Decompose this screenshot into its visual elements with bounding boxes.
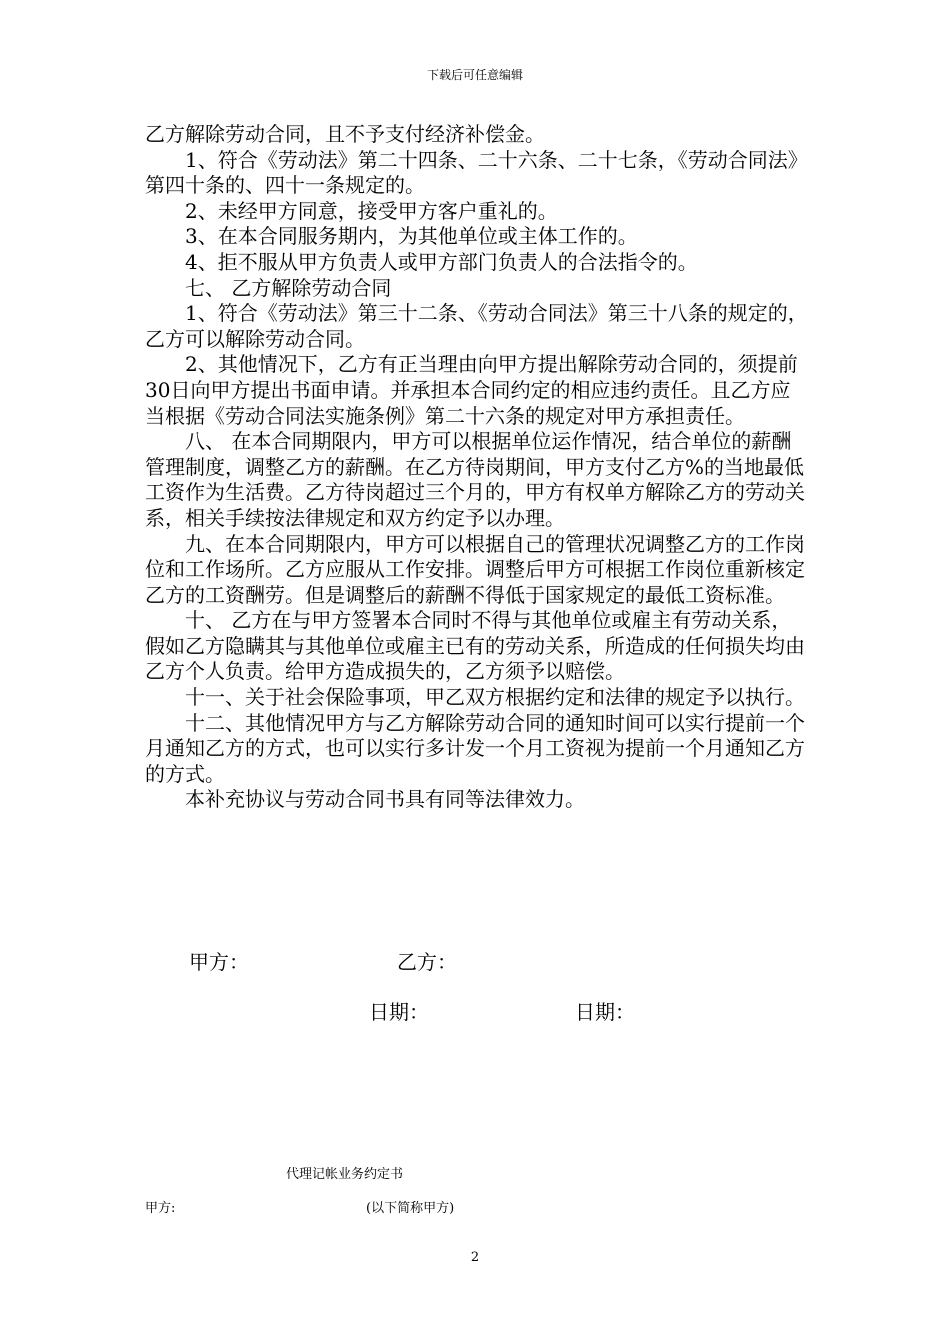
next-document-party-a: 甲方: bbox=[145, 1201, 176, 1216]
paragraph: 本补充协议与劳动合同书具有同等法律效力。 bbox=[185, 787, 585, 812]
paragraph: 4、拒不服从甲方负责人或甲方部门负责人的合法指令的。 bbox=[185, 249, 698, 274]
paragraph: 十一、关于社会保险事项，甲乙双方根据约定和法律的规定予以执行。 bbox=[185, 685, 805, 710]
paragraph: 八、 在本合同期限内，甲方可以根据单位运作情况，结合单位的薪酬管理制度，调整乙方的薪酬。在乙方待岗期间，甲方支付乙方%的当地最低工资作为生活费。乙方待岗超过三个月的，甲方有权单方解除乙方的劳动关系，相关手续按法律规定和双方约定予以办理。 bbox=[145, 429, 805, 530]
paragraph: 十二、其他情况甲方与乙方解除劳动合同的通知时间可以实行提前一个月通知乙方的方式，也可以实行多计发一个月工资视为提前一个月通知乙方的方式。 bbox=[145, 710, 805, 786]
paragraph: 十、 乙方在与甲方签署本合同时不得与其他单位或雇主有劳动关系，假如乙方隐瞒其与其他单位或雇主已有的劳动关系，所造成的任何损失均由乙方个人负责。给甲方造成损失的，乙方须予以赔偿。 bbox=[145, 608, 805, 684]
section-heading: 七、 乙方解除劳动合同 bbox=[185, 275, 392, 300]
contract-body bbox=[145, 122, 810, 813]
next-document-party-a-note: (以下简称甲方) bbox=[366, 1201, 455, 1216]
paragraph: 3、在本合同服务期内，为其他单位或主体工作的。 bbox=[185, 224, 638, 249]
paragraph: 2、其他情况下，乙方有正当理由向甲方提出解除劳动合同的，须提前30日向甲方提出书面申请。并承担本合同约定的相应违约责任。且乙方应当根据《劳动合同法实施条例》第二十六条的规定对甲方承担责任。 bbox=[145, 352, 798, 428]
paragraph: 九、在本合同期限内，甲方可以根据自己的管理状况调整乙方的工作岗位和工作场所。乙方应服从工作安排。调整后甲方可根据工作岗位重新核定乙方的工资酬劳。但是调整后的薪酬不得低于国家规定的最低工资标准。 bbox=[145, 531, 805, 607]
page-header: 下载后可任意编辑 bbox=[426, 68, 523, 82]
party-b-date: 日期： bbox=[575, 1000, 635, 1024]
party-a-signature: 甲方： bbox=[189, 950, 249, 974]
next-document-title: 代理记帐业务约定书 bbox=[286, 1167, 404, 1182]
party-a-date: 日期： bbox=[369, 1000, 429, 1024]
paragraph: 1、符合《劳动法》第三十二条、《劳动合同法》第三十八条的规定的，乙方可以解除劳动合同。 bbox=[145, 301, 808, 351]
paragraph: 1、符合《劳动法》第二十四条、二十六条、二十七条，《劳动合同法》第四十条的、四十一条规定的。 bbox=[145, 147, 808, 198]
paragraph: 乙方解除劳动合同，且不予支付经济补偿金。 bbox=[145, 122, 545, 146]
paragraph: 2、未经甲方同意，接受甲方客户重礼的。 bbox=[185, 198, 558, 223]
page-number: 2 bbox=[470, 1250, 480, 1265]
party-b-signature: 乙方： bbox=[397, 950, 457, 974]
